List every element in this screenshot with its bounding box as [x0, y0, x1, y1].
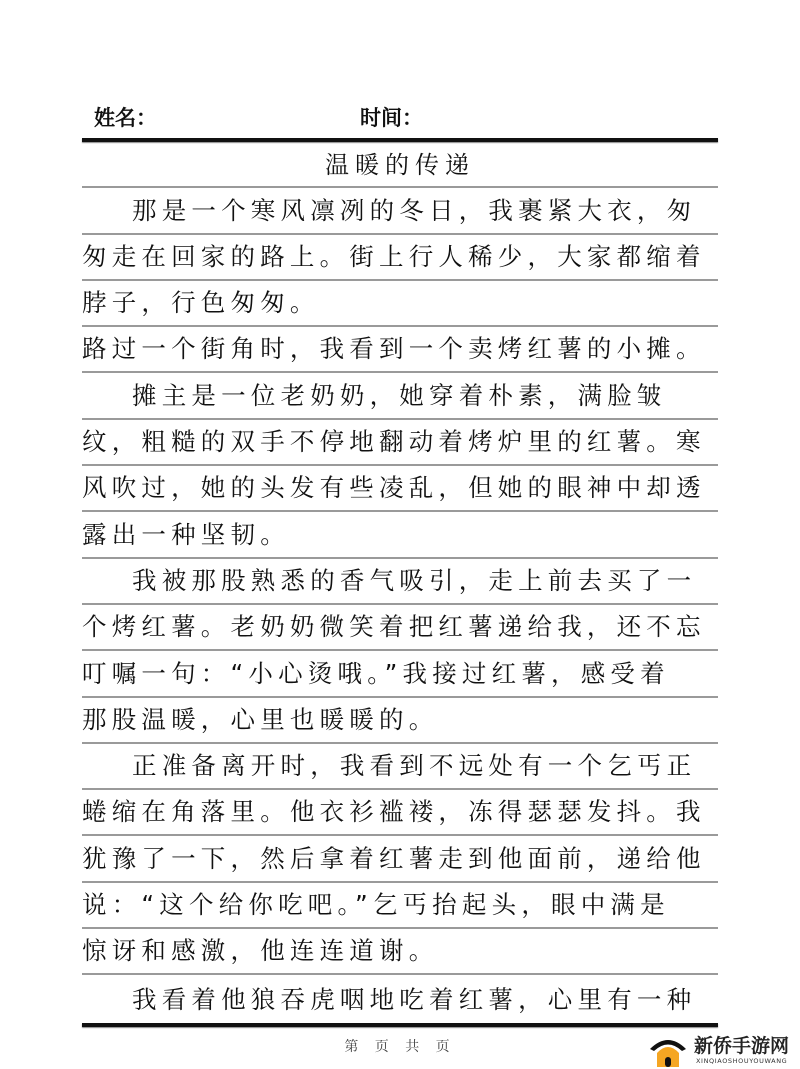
time-label: 时间： — [360, 107, 423, 130]
essay-line — [82, 651, 718, 697]
essay-line-text: 那是一个寒风凛冽的冬日，我裹紧大衣，匆 — [132, 195, 697, 225]
essay-line-text: 那股温暖，心里也暖暖的。 — [82, 704, 439, 734]
essay-line — [82, 605, 718, 651]
essay-line — [82, 883, 718, 929]
essay-line-text: 犹豫了一下，然后拿着红薯走到他面前，递给他 — [82, 843, 706, 873]
essay-line — [82, 698, 718, 744]
essay-line-text: 惊讶和感激，他连连道谢。 — [82, 936, 439, 966]
essay-line — [82, 929, 718, 975]
watermark-pinyin: XINQIAOSHOUYOUWANG — [696, 1057, 788, 1065]
title-row — [82, 142, 718, 188]
essay-line-text: 风吹过，她的头发有些凌乱，但她的眼神中却透 — [82, 473, 706, 503]
essay-line — [82, 188, 718, 234]
worksheet-header — [84, 96, 724, 136]
watermark-brand: 新侨手游网 — [694, 1035, 790, 1057]
essay-line-text: 路过一个街角时，我看到一个卖烤红薯的小摊。 — [82, 334, 706, 364]
bottom-thick-rule — [82, 1023, 718, 1027]
essay-title: 温暖的传递 — [325, 151, 475, 180]
ruled-essay-area — [82, 142, 718, 1022]
essay-line — [82, 975, 718, 1021]
essay-line — [82, 836, 718, 882]
essay-line — [82, 281, 718, 327]
essay-line — [82, 559, 718, 605]
page-footer: 第 页 共 页 — [344, 1039, 456, 1055]
essay-line — [82, 790, 718, 836]
essay-line — [82, 512, 718, 558]
essay-line-text: 露出一种坚韧。 — [82, 519, 290, 549]
name-label: 姓名： — [94, 107, 157, 130]
essay-line-text: 蜷缩在角落里。他衣衫褴褛，冻得瑟瑟发抖。我 — [82, 797, 706, 827]
essay-line-text: 摊主是一位老奶奶，她穿着朴素，满脸皱 — [132, 380, 667, 410]
essay-line-text: 说：“这个给你吃吧。”乞丐抬起头，眼中满是 — [82, 890, 670, 920]
essay-line — [82, 327, 718, 373]
essay-line-text: 正准备离开时，我看到不远处有一个乞丐正 — [132, 751, 697, 781]
site-watermark — [648, 1025, 800, 1069]
essay-line — [82, 235, 718, 281]
house-logo-icon — [648, 1029, 688, 1069]
essay-line-text: 纹，粗糙的双手不停地翻动着烤炉里的红薯。寒 — [82, 427, 706, 457]
essay-line-text: 脖子，行色匆匆。 — [82, 288, 320, 318]
essay-line-text: 我看着他狼吞虎咽地吃着红薯，心里有一种 — [132, 984, 697, 1014]
essay-line-text: 我被那股熟悉的香气吸引，走上前去买了一 — [132, 565, 697, 595]
essay-line — [82, 466, 718, 512]
essay-line — [82, 373, 718, 419]
essay-line — [82, 420, 718, 466]
essay-line-text: 叮嘱一句：“小心烫哦。”我接过红薯，感受着 — [82, 658, 670, 688]
essay-line — [82, 744, 718, 790]
essay-line-text: 匆走在回家的路上。街上行人稀少，大家都缩着 — [82, 241, 706, 271]
essay-line-text: 个烤红薯。老奶奶微笑着把红薯递给我，还不忘 — [82, 612, 706, 642]
